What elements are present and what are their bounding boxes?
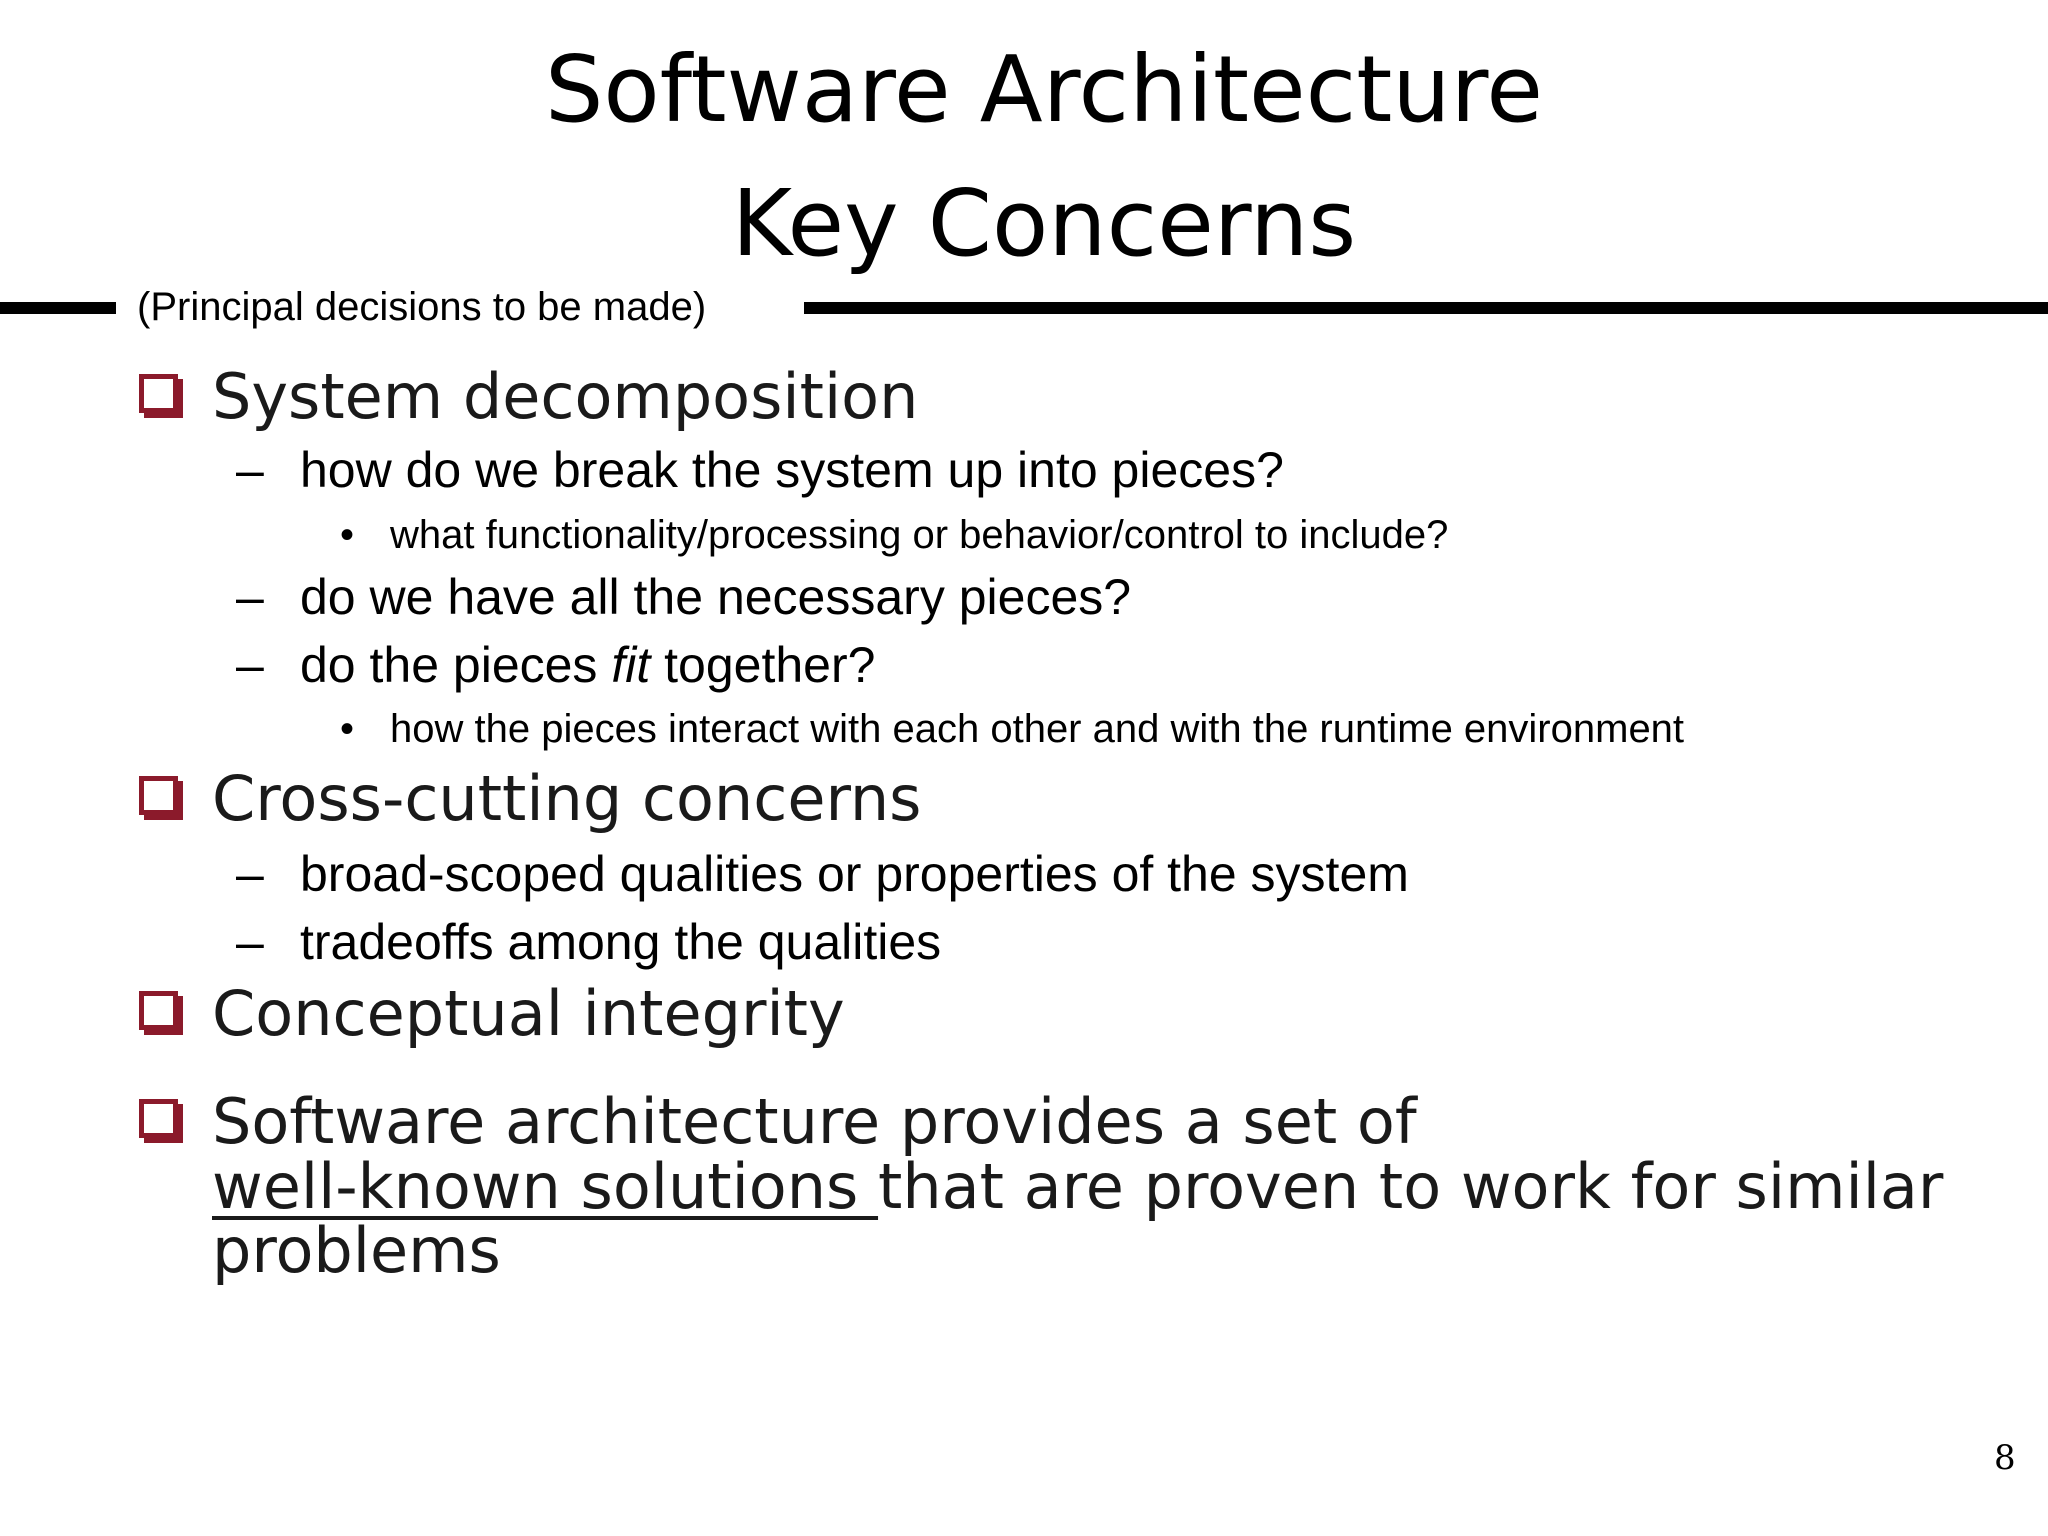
sub-bullet-necessary-pieces: do we have all the necessary pieces? (300, 569, 1132, 625)
dot-bullet-icon: • (340, 707, 355, 751)
slide-title-line-2: Key Concerns (731, 170, 1357, 277)
bullet-conceptual-integrity: Conceptual integrity (212, 977, 845, 1050)
dot-bullet-icon: • (340, 513, 355, 557)
checkbox-bullet-icon (139, 374, 178, 413)
sub-bullet-tradeoffs: tradeoffs among the qualities (300, 914, 942, 970)
fit-together-post: together? (650, 637, 876, 693)
bullet-system-decomposition: System decomposition (212, 360, 919, 433)
checkbox-bullet-icon (139, 991, 178, 1030)
slide-title-line-1: Software Architecture (544, 36, 1544, 143)
underlined-well-known-solutions: well-known solutions (212, 1150, 879, 1223)
sub-bullet-fit-together (300, 637, 876, 693)
title-rule-left (0, 302, 116, 314)
bullet-software-architecture-line-2 (212, 1150, 1944, 1223)
sub-bullet-broad-scoped: broad-scoped qualities or properties of the system (300, 846, 1409, 902)
sub-sub-bullet-functionality: what functionality/processing or behavior/control to include? (390, 513, 1449, 557)
fit-together-pre: do the pieces (300, 637, 612, 693)
title-rule-right (804, 302, 2048, 314)
slide-subtitle: (Principal decisions to be made) (137, 285, 707, 329)
bullet-software-architecture-line-1: Software architecture provides a set of (212, 1085, 1417, 1158)
dash-icon: – (236, 914, 264, 970)
sub-bullet-break-up: how do we break the system up into pieces? (300, 442, 1284, 498)
fit-together-emphasis: fit (611, 637, 651, 693)
checkbox-bullet-icon (139, 776, 178, 815)
checkbox-bullet-icon (139, 1099, 178, 1138)
dash-icon: – (236, 569, 264, 625)
bullet-software-architecture-line-3: problems (212, 1214, 501, 1287)
dash-icon: – (236, 637, 264, 693)
bullet-cross-cutting-concerns: Cross-cutting concerns (212, 762, 922, 835)
sub-sub-bullet-interaction: how the pieces interact with each other and with the runtime environment (390, 707, 1685, 751)
dash-icon: – (236, 846, 264, 902)
dash-icon: – (236, 442, 264, 498)
page-number: 8 (1994, 1438, 2016, 1478)
line-2-rest: that are proven to work for similar (878, 1150, 1944, 1223)
